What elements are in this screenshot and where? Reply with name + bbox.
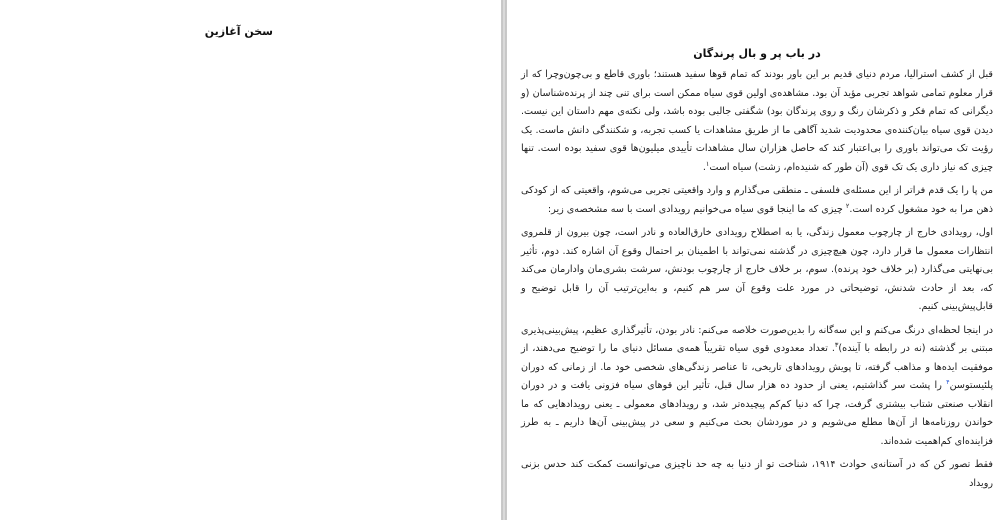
chapter-title: سخن آغازین bbox=[204, 25, 273, 38]
paragraph-text: در اینجا لحظه‌ای درنگ می‌کنم و این سه‌گانه را بدین‌صورت خلاصه می‌کنم: نادر بودن، تأثیرگذاری عظیم، پیش‌بینی‌پذیری مبتنی بر گذشته (نه در رابطه با آینده) bbox=[521, 324, 993, 354]
footnote-marker[interactable]: ۲ bbox=[845, 201, 850, 210]
paragraph-5: فقط تصور کن که در آستانه‌ی حوادث ۱۹۱۴، شناخت تو از دنیا به چه حد ناچیزی می‌توانست کمکت کند حدس بزنی رویداد bbox=[521, 459, 993, 489]
left-page bbox=[0, 0, 502, 520]
paragraph-1 bbox=[521, 66, 993, 177]
section-title: در باب پر و بال پرندگان bbox=[693, 47, 821, 60]
paragraph-text: چیزی که ما اینجا قوی سیاه می‌خوانیم رویدادی است با سه مشخصه‌ی زیر: bbox=[547, 203, 846, 215]
paragraph-text: قبل از کشف استرالیا، مردم دنیای قدیم بر این باور بودند که تمام قوها سفید هستند؛ باوری قاطع و بی‌چون‌وچرا که از قرار معلوم تمامی شواهد تجربی مؤید آن بود. مشاهده‌ی اولین قوی سیاه ممکن است برای تنی چند از پرنده‌شناسان (و دیگرانی که تمام فکر و ذکرشان رنگ و روی پرندگان بود) شگفتی جالبی بوده باشد، ولی نکته‌ی مهم داستان این نیست. دیدن قوی سیاه بیان‌کننده‌ی محدودیت شدید آگاهی ما از طریق مشاهدات یا کسب تجربه، و شکنندگی دانش ماست. یک رؤیت تک می‌تواند باوری را بی‌اعتبار کند که حاصل هزاران سال مشاهدات تأییدی میلیون‌ها قوی سفید بوده است. تنها چیزی که نیاز داری یک تک قوی (آن طور که شنیده‌ام، زشت) سیاه است bbox=[521, 69, 993, 173]
footnote-marker[interactable]: ۱ bbox=[705, 159, 710, 168]
paragraph-3: اول، رویدادی خارج از چارچوب معمول زندگی، یا به اصطلاح رویدادی خارق‌العاده و نادر است، چون بیرون از قلمروی انتظارات معمول ما قرار دارد، چون هیچ‌چیزی در گذشته نمی‌تواند با اطمینان بر احتمال وقوع آن اشاره کند. دوم، تأثیر بی‌نهایتی می‌گذارد (بر خلاف خود پرنده). سوم، بر خلاف خارج از چارچوب بودنش، سرشت بشری‌مان وادارمان می‌کند که، بعد از حادث شدنش، توضیحاتی در مورد علت وقوع آن سر هم کنیم، و به‌این‌ترتیب آن را قابل توضیح و قابل‌پیش‌بینی کنیم. bbox=[521, 227, 993, 312]
page-body bbox=[521, 22, 993, 498]
paragraph-text: من پا را یک قدم فراتر از این مسئله‌ی فلسفی ـ منطقی می‌گذارم و وارد واقعیتی تجربی می‌شوم، واقعیتی که از کودکی ذهن مرا به خود مشغول کرده است. bbox=[521, 185, 993, 215]
right-page bbox=[506, 0, 1007, 520]
paragraph-text: . تعداد معدودی قوی سیاه تقریباً همه‌ی مسائل دنیای ما را توضیح می‌دهند، از موفقیت ایده‌ها و مذاهب گرفته، تا پویش رویدادهای تاریخی، تا عناصر زندگی‌های شخصی خود ما. از زمانی که دوران پلئیستوسن bbox=[521, 343, 993, 391]
paragraph-text: . bbox=[702, 161, 706, 173]
paragraph-4 bbox=[521, 322, 993, 452]
footnote-marker[interactable]: ۳ bbox=[834, 340, 839, 349]
footnote-marker[interactable]: ۴ bbox=[946, 377, 950, 386]
paragraph-text: را پشت سر گذاشتیم، یعنی از حدود ده هزار سال قبل، تأثیر این قوهای سیاه فزونی یافت و در دوران انقلاب صنعتی شتاب بیشتری گرفت، چرا که دنیا کم‌کم پیچیده‌تر شد، و رویدادهای معمولی ـ یعنی رویدادهایی که ما خواندن روزنامه‌ها از آن‌ها مطلع می‌شویم و در موردشان بحث می‌کنیم و سعی در پیش‌بینی آن‌ها داریم ـ به طرز فزاینده‌ای کم‌اهمیت شده‌اند. bbox=[521, 380, 993, 447]
paragraph-2 bbox=[521, 182, 993, 219]
